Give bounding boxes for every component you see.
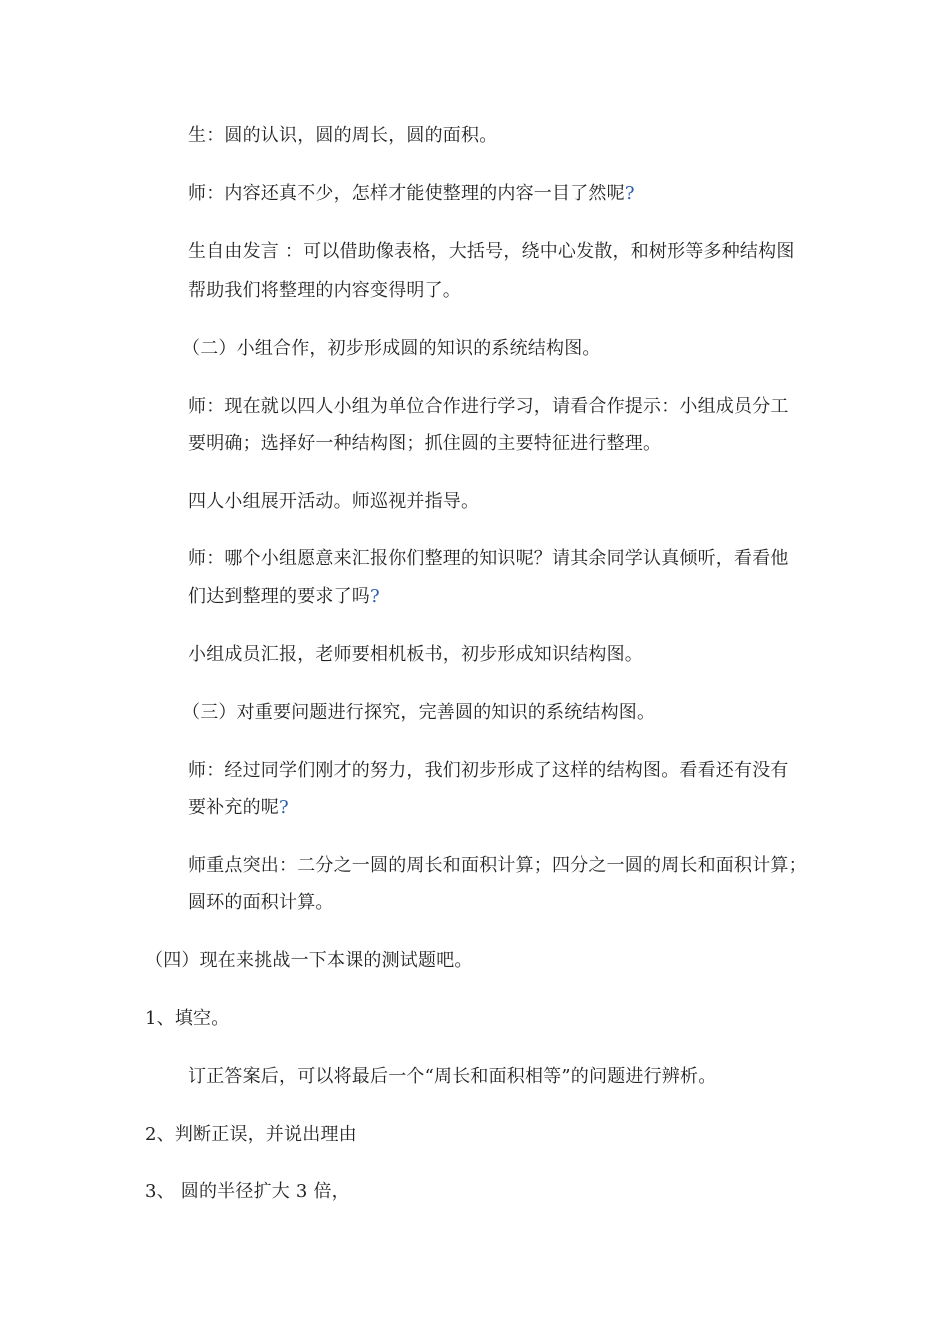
text-line: 师：内容还真不少，怎样才能使整理的内容一目了然呢 (188, 183, 625, 204)
section-heading-4 (145, 949, 473, 973)
text-line: 生自由发言 ：可以借助像表格，大括号，绕中心发散，和树形等多种结构图 (188, 241, 795, 262)
text-line: 圆环的面积计算。 (188, 892, 334, 913)
paragraph-teacher-report-line-2 (188, 585, 380, 609)
text-line: 要明确；选择好一种结构图；抓住圆的主要特征进行整理。 (188, 433, 662, 454)
text-line: 师：哪个小组愿意来汇报你们整理的知识呢？请其余同学认真倾听，看看他 (188, 548, 789, 569)
text-line: 师重点突出：二分之一圆的周长和面积计算；四分之一圆的周长和面积计算； (188, 855, 807, 876)
paragraph-student-speech-line-1 (188, 240, 795, 264)
text-line: 师：经过同学们刚才的努力，我们初步形成了这样的结构图。看看还有没有 (188, 760, 789, 781)
paragraph-key-points-line-1 (188, 854, 807, 878)
section-heading-3 (182, 701, 655, 725)
text-line: 师：现在就以四人小组为单位合作进行学习，请看合作提示：小组成员分工 (188, 396, 789, 417)
text-line: 四人小组展开活动。师巡视并指导。 (188, 491, 480, 512)
question-mark: ? (279, 797, 289, 818)
paragraph-group-work-line-2 (188, 432, 661, 456)
exercise-1-heading (145, 1007, 229, 1031)
text-line: （三）对重要问题进行探究，完善圆的知识的系统结构图。 (182, 702, 656, 723)
text-line: 1、填空。 (145, 1008, 230, 1029)
paragraph-teacher-question (188, 182, 635, 206)
text-line: 订正答案后，可以将最后一个“周长和面积相等”的问题进行辨析。 (188, 1066, 717, 1087)
text-line: 帮助我们将整理的内容变得明了。 (188, 280, 461, 301)
text-line: 2、判断正误，并说出理由 (145, 1124, 357, 1145)
text-line: 要补充的呢 (188, 797, 279, 818)
paragraph-group-report (188, 643, 643, 667)
text-line: 3、 圆的半径扩大 3 倍， (145, 1181, 350, 1202)
paragraph-student-answer (188, 124, 497, 148)
paragraph-student-speech-line-2 (188, 279, 461, 303)
text-line: （二）小组合作，初步形成圆的知识的系统结构图。 (182, 338, 601, 359)
paragraph-group-work-line-1 (188, 395, 789, 419)
paragraph-key-points-line-2 (188, 891, 334, 915)
paragraph-correction-note (188, 1065, 716, 1089)
question-mark: ? (624, 183, 635, 204)
text-line: 们达到整理的要求了吗 (188, 586, 370, 607)
paragraph-group-activity (188, 490, 479, 514)
paragraph-teacher-summary-line-2 (188, 796, 289, 820)
section-heading-2 (182, 337, 601, 361)
text-line: 生：圆的认识，圆的周长，圆的面积。 (188, 125, 498, 146)
paragraph-teacher-summary-line-1 (188, 759, 789, 783)
question-mark: ? (370, 586, 380, 607)
paragraph-teacher-report-line-1 (188, 547, 789, 571)
text-line: （四）现在来挑战一下本课的测试题吧。 (145, 950, 473, 971)
text-line: 小组成员汇报，老师要相机板书，初步形成知识结构图。 (188, 644, 643, 665)
exercise-2-heading (145, 1123, 357, 1147)
exercise-3-heading (145, 1180, 350, 1204)
